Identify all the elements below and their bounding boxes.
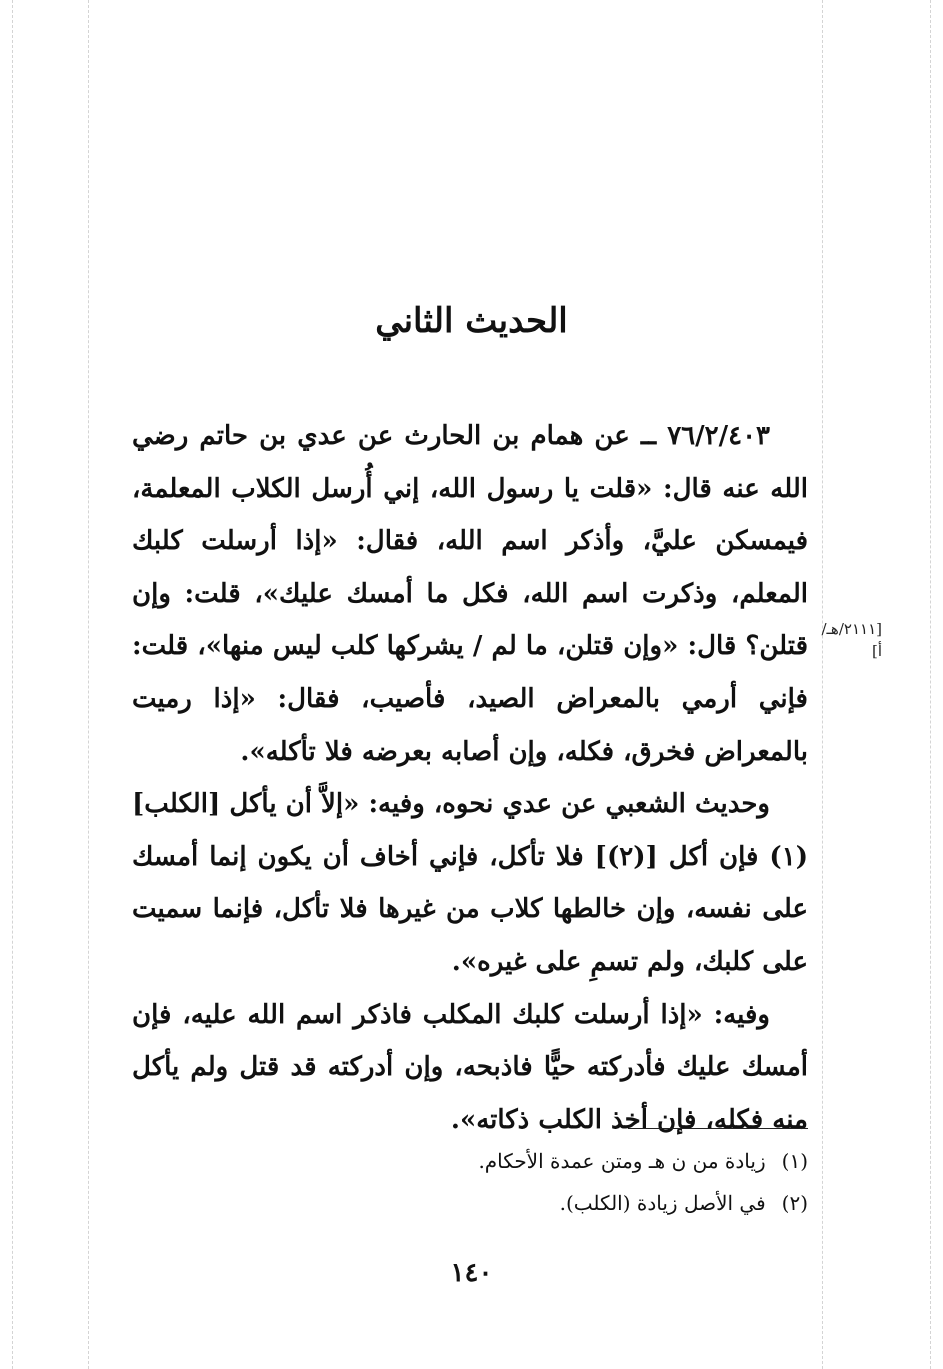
footnote-separator xyxy=(628,1128,808,1129)
main-text xyxy=(132,410,808,1146)
scan-guide-line xyxy=(12,0,13,1369)
footnote xyxy=(300,1182,808,1224)
scan-guide-line xyxy=(930,0,931,1369)
page-number: ١٤٠ xyxy=(450,1258,493,1288)
footnote-number: (٢) xyxy=(781,1191,808,1215)
chapter-heading: الحديث الثاني xyxy=(375,301,568,341)
hadith-paragraph: ٧٦/٢/٤٠٣ ــ عن همام بن الحارث عن عدي بن حاتم رضي الله عنه قال: «قلت يا رسول الله، إني أُرسل الكلاب المعلمة، فيمسكن عليَّ، وأذكر اسم الله، فقال: «إذا أرسلت كلبك المعلم، وذكرت اسم الله، فكل ما أمسك عليك»، قلت: وإن قتلن؟ قال: «وإن قتلن، ما لم / يشركها كلب ليس منها»، قلت: فإني أرمي بالمعراض الصيد، فأصيب، فقال: «إذا رميت بالمعراض فخرق، فكله، وإن أصابه بعرضه فلا تأكله». xyxy=(132,421,808,767)
footnote-text: في الأصل زيادة (الكلب). xyxy=(559,1191,766,1215)
hadith-paragraph: وفيه: «إذا أرسلت كلبك المكلب فاذكر اسم الله عليه، فإن أمسك عليك فأدركته حيًّا فاذبحه، وإن أدركته قد قتل ولم يأكل منه فكله، فإن أخذ الكلب ذكاته». xyxy=(132,999,808,1135)
footnote-number: (١) xyxy=(781,1149,808,1173)
manuscript-margin-reference: [٢١١١/هـ/أ] xyxy=(821,620,882,660)
footnote-text: زيادة من ن هـ ومتن عمدة الأحكام. xyxy=(478,1149,766,1173)
scan-guide-line xyxy=(88,0,89,1369)
footnotes xyxy=(300,1140,808,1224)
hadith-paragraph: وحديث الشعبي عن عدي نحوه، وفيه: «إلاَّ أن يأكل [الكلب](١) فإن أكل [(٢)] فلا تأكل، فإني أخاف أن يكون إنما أمسك على نفسه، وإن خالطها كلاب من غيرها فلا تأكل، فإنما سميت على كلبك، ولم تسمِ على غيره». xyxy=(132,789,808,977)
scan-guide-line xyxy=(822,0,823,1369)
footnote xyxy=(300,1140,808,1182)
